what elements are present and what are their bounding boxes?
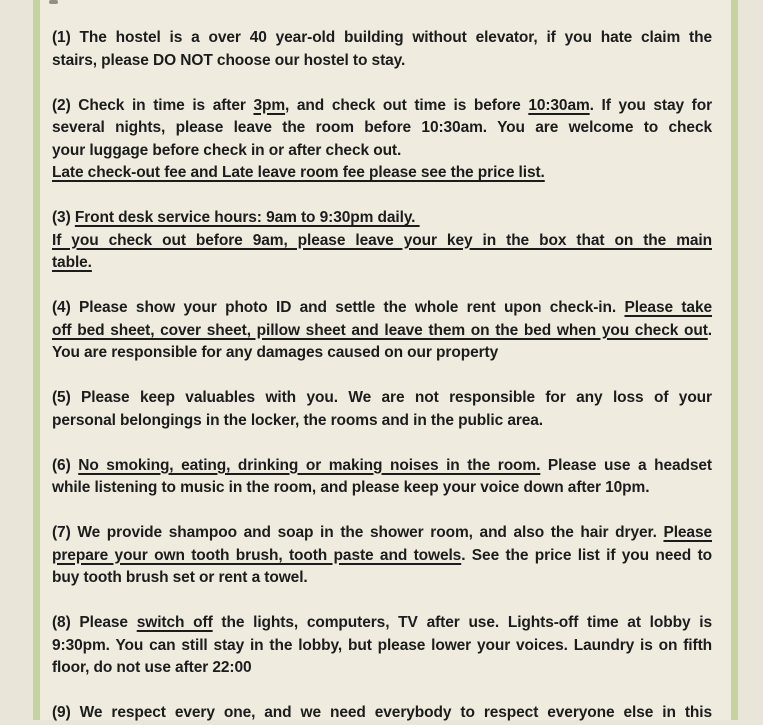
underlined-text: If you check out before 9am, please leave your key in the box that on the main — [52, 231, 712, 249]
text-line — [52, 545, 712, 568]
text-line — [52, 252, 712, 275]
text-run: You are responsible for any damages caused on our property — [52, 344, 499, 361]
text-run: Please use a headset — [540, 456, 712, 474]
rule-paragraph — [52, 387, 712, 432]
underlined-text: Please — [663, 524, 712, 541]
text-line — [52, 230, 712, 253]
text-line — [52, 162, 712, 185]
text-line — [52, 27, 712, 50]
text-run: . If you stay for — [589, 96, 713, 114]
rule-paragraph — [52, 27, 712, 72]
text-line — [52, 207, 712, 230]
rule-paragraph — [52, 455, 712, 500]
text-line — [52, 455, 712, 478]
text-run: 9:30pm. You can still stay in the lobby, but please lower your voices. Laundry is on fifth — [52, 636, 712, 654]
text-run: your luggage before check in or after check out. — [52, 141, 402, 159]
rule-paragraph — [52, 612, 712, 680]
rule-paragraph — [52, 207, 712, 275]
text-run: (7) We provide shampoo and soap in the shower room, and also the hair dryer. — [52, 524, 664, 541]
underlined-text: Please take — [624, 299, 712, 316]
underlined-text: Front desk service hours: 9am to 9:30pm daily. — [74, 209, 420, 226]
text-line — [52, 117, 712, 140]
rule-paragraph — [52, 522, 712, 590]
text-line — [52, 657, 712, 680]
text-run: (2) Check in time is after — [52, 96, 254, 114]
rule-paragraph — [52, 297, 712, 365]
underlined-text: prepare your own tooth brush, tooth paste and towels — [52, 546, 462, 564]
text-run: the lights, computers, TV after use. Lights-off time at lobby is — [212, 614, 712, 631]
text-line — [52, 702, 712, 725]
text-line — [52, 140, 712, 163]
underlined-text: No smoking, eating, drinking or making noises in the room. — [78, 456, 541, 474]
text-line — [52, 387, 712, 410]
text-run: stairs, please DO NOT choose our hostel to stay. — [52, 51, 406, 69]
text-line — [52, 410, 712, 433]
rules-text — [40, 0, 731, 720]
text-run: . See the price list if you need to — [461, 546, 712, 564]
text-run: (5) Please keep valuables with you. We are not responsible for any loss of your — [52, 389, 712, 406]
text-run: (8) Please — [52, 614, 137, 631]
text-run: while listening to music in the room, and please keep your voice down after 10pm. — [52, 479, 650, 496]
text-run: (4) Please show your photo ID and settle the whole rent upon check-in. — [52, 299, 625, 316]
text-run: , and check out time is before — [285, 96, 529, 114]
text-line — [52, 297, 712, 320]
text-run: buy tooth brush set or rent a towel. — [52, 569, 308, 586]
text-run: floor, do not use after 22:00 — [52, 659, 252, 676]
underlined-text: 10:30am — [528, 96, 590, 114]
text-line — [52, 612, 712, 635]
text-line — [52, 567, 712, 590]
text-run: (6) — [52, 456, 79, 474]
text-line — [52, 50, 712, 73]
underlined-text: 3pm — [253, 96, 286, 114]
text-line — [52, 477, 712, 500]
underlined-text: switch off — [136, 614, 213, 631]
underlined-text: off bed sheet, cover sheet, pillow sheet and leave them on the bed when you check out — [52, 321, 708, 339]
text-run: (3) — [52, 209, 75, 226]
text-run: (1) The hostel is a over 40 year-old building without elevator, if you hate claim the — [52, 29, 712, 46]
text-line — [52, 95, 712, 118]
underlined-text: table. — [52, 254, 92, 271]
text-line — [52, 522, 712, 545]
cropped-text-remnant — [49, 0, 58, 4]
text-run: (9) We respect every one, and we need everybody to respect everyone else in this — [52, 704, 712, 721]
underlined-text: Late check-out fee and Late leave room fee please see the price list. — [52, 164, 545, 181]
rule-paragraph — [52, 702, 712, 725]
text-line — [52, 635, 712, 658]
document-sheet — [33, 0, 738, 720]
text-run: personal belongings in the locker, the rooms and in the public area. — [52, 411, 544, 429]
text-run: . — [707, 321, 712, 339]
text-line — [52, 342, 712, 365]
rule-paragraph — [52, 95, 712, 185]
text-line — [52, 320, 712, 343]
text-run: several nights, please leave the room before 10:30am. You are welcome to check — [52, 119, 712, 136]
